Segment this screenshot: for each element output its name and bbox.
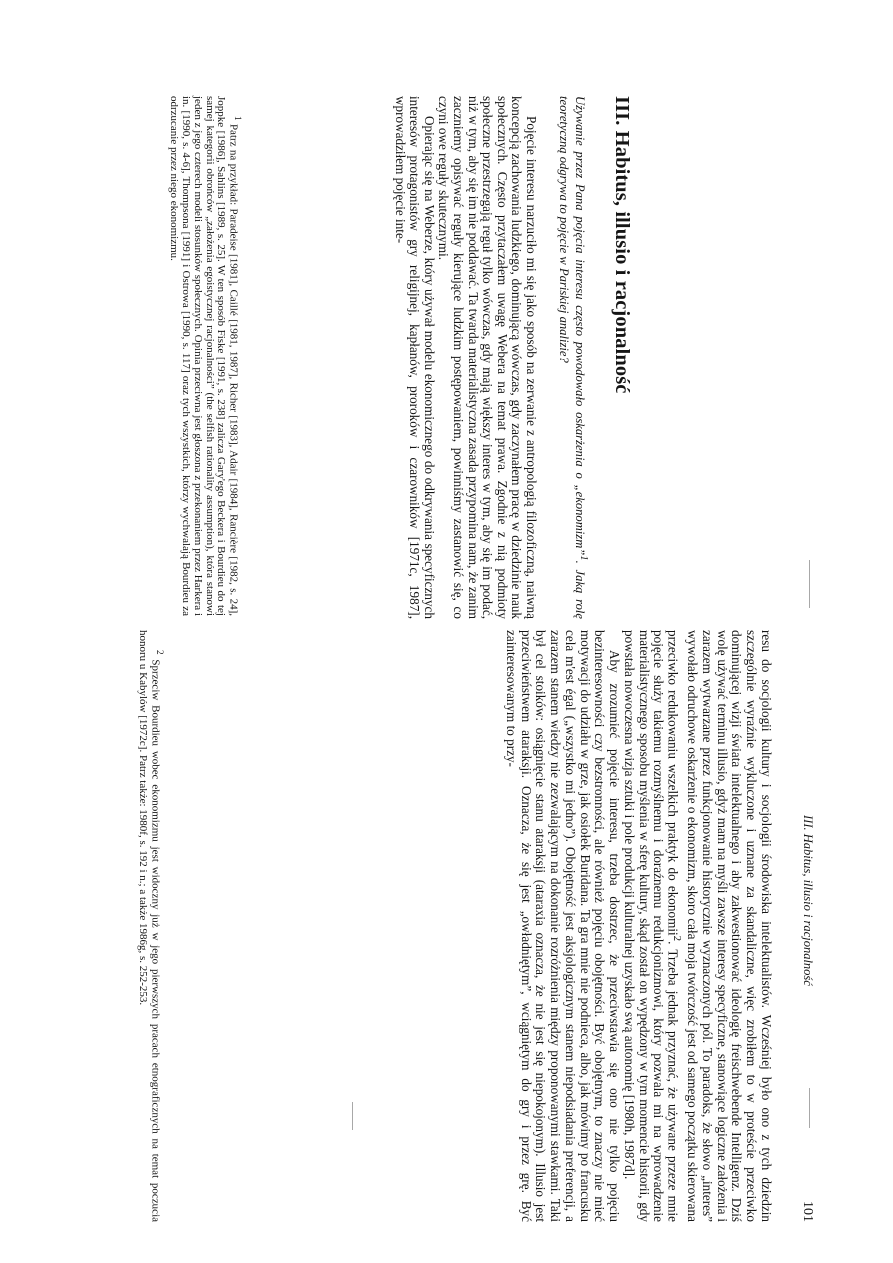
footnote-ref-1: 1: [578, 555, 589, 561]
paragraph-interest-origin: Pojęcie interesu narzuciło mi się jako sposób na zerwanie z antropologią filozoficzną, naiwną koncepcją zachowania ludzkiego, dominującą wówczas, gdy zaczynałem pracę w dziedzinie nauk społecznych. Często przytaczałem uwagę Webera na temat prawa. Zgodnie z nią podmioty społeczne przestrzegają reguł tylko wówczas, gdy mają większy interes w tym, aby się im podać, niż w tym, aby się im nie poddawać. Ta twarda materialistyczna zasada przypomina nam, że zanim zaczniemy opisywać reguły kierujące ludzkim postępowaniem, powinniśmy zastanowić się, co czyni owe reguły skutecznymi.: [436, 96, 539, 619]
left-body-text: [392, 96, 538, 619]
scan-mark-top: [809, 560, 810, 608]
paragraph-indifference: Aby zrozumieć pojęcie interesu, trzeba dostrzec, że przeciwstawia się ono nie tylko pojęciu bezinteresowności czy bezstronności, ale również pojęciu obojętności. Być obojętnym, to znaczy nie mieć motywacji do udziału w grze, jak osiołek Buridana. Ta gra mnie nie podnieca, albo, jak mówimy po francusku cela m'est égal („wszystko mi jedno”). Obojętność jest aksjologicznym stanem niepodsiadania preferencji, a zarazem stanem wiedzy nie zezwalającym na dokonanie rozróżnienia między proponowanymi stawkami. Taki był cel stoików: osiągnięcie stanu ataraksji (ataraxia oznacza, że nie jest się niepokojonym). Illusio jest przeciwieństwem ataraksji. Oznacza, że się jest „owładniętym”, wciągniętym do gry i przez grę. Być zainteresowanym to przy-: [503, 630, 623, 1222]
right-page: [0, 630, 893, 1263]
footnotes-right: [137, 630, 166, 1222]
paragraph-weber: Opierając się na Weberze, który używał modelu ekonomicznego do odkrywania specyficznych interesów protagonistów gry religijnej, kapłanów, proroków i czarowników [1971c, 1987], wprowadziłem pojęcie inte-: [392, 96, 437, 619]
footnote-1-number: 1: [233, 116, 243, 121]
scan-mark-side: [352, 1102, 353, 1130]
footnote-1-text: Patrz na przykład: Paradeise [1981], Caillé [1981, 1987], Richer [1983], Adair [1984], Rancière [1982, s. 24], Joppke [1986], Sahlins [1989, s. 25]. W ten sposób Fiske [1991, s. 238] zalicza Gary'ego Beckera i Bourdieu do tej samej kategorii obrońców „założenia egoistycznej racjonalności” (the selfish rationality assumption), która stanowi jeden z jego czterech modeli stosunków społecznych. Opinia przeciwna jest głoszona z przekonaniem przez Harkera i in. [1990, s. 4-6], Thompsona [1991] i Ostrowa [1990, s. 117] oraz tych wszystkich, którzy wychwalają Bourdieu za odrzucanie przez niego ekonomizmu.: [167, 96, 240, 616]
footnote-2: [137, 630, 166, 1222]
interview-question: [556, 96, 591, 619]
question-text-a: Używanie przez Pana pojęcia interesu często powodowało oskarżenia o „ekonomizm”: [572, 96, 587, 556]
right-body-text: [503, 630, 773, 1222]
footnote-2-number: 2: [155, 650, 165, 655]
chapter-title: III. Habitus, illusio i racjonalność: [611, 96, 633, 394]
footnotes-left: [167, 96, 243, 616]
running-header: [797, 630, 815, 1222]
page-number: 101: [800, 1201, 815, 1222]
question-text-b: . Jaką rolę teoretyczną odgrywa to pojęcie w Pariskiej analizie?: [556, 96, 587, 619]
left-page: [0, 0, 893, 620]
scan-mark-bottom: [809, 1088, 810, 1128]
footnote-1: [167, 96, 243, 616]
footnote-ref-2: 2: [671, 935, 684, 942]
paragraph-continuation: [621, 630, 773, 1222]
footnote-2-text: Sprzeciw Bourdieu wobec ekonomizmu jest widoczny już w jego pierwszych pracach etnograficznych na temat poczucia honoru u Kabylów [1972c]. Patrz także: 1980f, s. 192 i n.; a także 1986g, s. 252-253.: [137, 630, 162, 1223]
continuation-text-b: . Trzeba jednak przyznać, że używane przeze mnie pojęcie służy takiemu rozmyślnemu i doraźnemu redukcjonizmowi, który pozwala mi na wprowadzenie materialistycznego sposobu myślenia w sferę kultury, skąd został on wypędzony w tym momencie historii, gdy powstała nowoczesna wizja sztuki i pole produkcji kulturalnej uzyskało swą autonomię [1980h, 1987d].: [621, 630, 682, 1222]
continuation-text-a: resu do socjologii kultury i socjologii środowiska intelektualistów. Wcześniej było ono z tych dziedzin szczególnie wyraźnie wykluczone i uznane za skandaliczne, więc zrobiłem to w proteście przeciwko dominującej wizji świata intelektualnego i aby zakwestionować ideologię freischwebende Intelligenz. Dziś wolę używać terminu illusio, gdyż mam na myśli zawsze interesy specyficzne, stanowiące logiczne założenia i zarazem wytwarzane przez funkcjonowanie historycznie wyznaczonych pól. To paradoks, że słowo „interes” wywołało odruchowe oskarżenie o ekonomizm, skoro cała moja twórczość jest od samego początku skierowana przeciwko redukowaniu wszelkich praktyk do ekonomii: [666, 630, 774, 1222]
running-head: III. Habitus, illusio i racjonalność: [801, 815, 815, 986]
